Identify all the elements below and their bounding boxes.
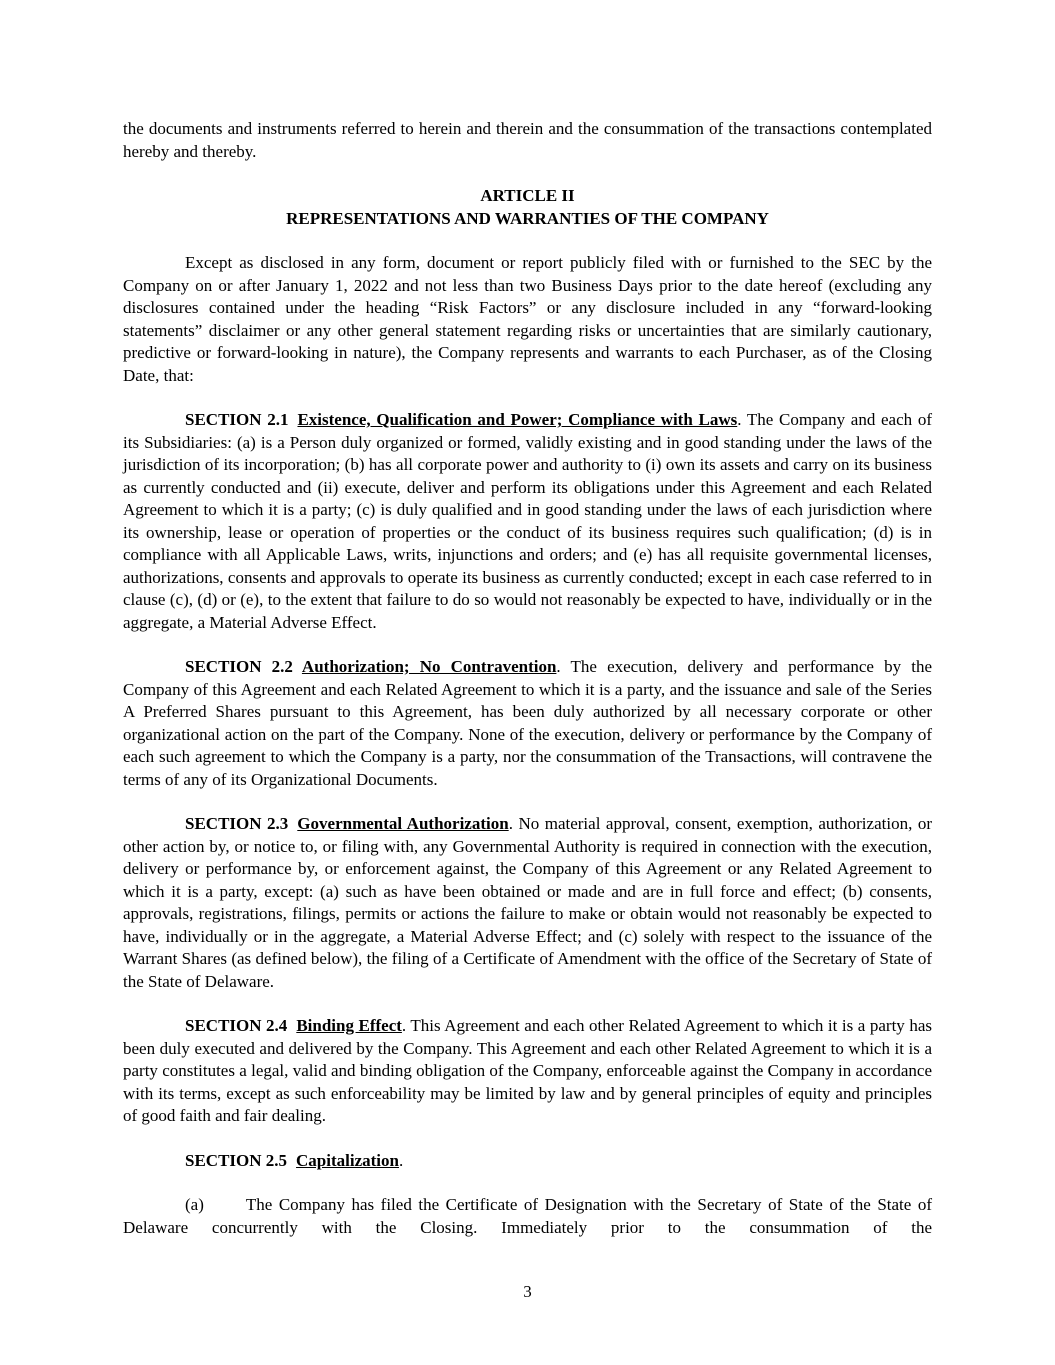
- section-label: SECTION 2.1: [185, 410, 289, 429]
- section-label: SECTION 2.3: [185, 814, 289, 833]
- section-body: . No material approval, consent, exemption, authorization, or other action by, or notice to, or filing with, any Governmental Authority is required in connection with the execution, delivery or performance by, or enforcement against, the Company of this Agreement or any Related Agreement to which it is a party, except: (a) such as have been obtained or made and are in full force and effect; (b) consents, approvals, registrations, filings, permits or actions the failure to make or obtain would not reasonably be expected to have, individually or in the aggregate, a Material Adverse Effect; and (c) solely with respect to the issuance of the Warrant Shares (as defined below), the filing of a Certificate of Amendment with the office of the Secretary of State of the State of Delaware.: [123, 814, 932, 991]
- subsection-label: (a): [185, 1195, 204, 1214]
- section-paragraph-2-3: [123, 813, 932, 993]
- section-title: Governmental Authorization: [297, 814, 509, 833]
- subsection-body: The Company has filed the Certificate of Designation with the Secretary of State of the State of Delaware concurrently with the Closing. Immediately prior to the consummation of the: [123, 1195, 932, 1237]
- section-paragraph-2-4: [123, 1015, 932, 1128]
- subsection-a-paragraph: [123, 1194, 932, 1239]
- section-body: . The Company and each of its Subsidiaries: (a) is a Person duly organized or formed, validly existing and in good standing under the laws of the jurisdiction of its incorporation; (b) has all corporate power and authority to (i) own its assets and carry on its business as currently conducted and (ii) execute, deliver and perform its obligations under this Agreement and each Related Agreement to which it is a party; (c) is duly qualified and in good standing under the laws of each jurisdiction where its ownership, lease or operation of properties or the conduct of its business requires such qualification; (d) is in compliance with all Applicable Laws, writs, injunctions and orders; and (e) has all requisite governmental licenses, authorizations, consents and approvals to operate its business as currently conducted; except in each case referred to in clause (c), (d) or (e), to the extent that failure to do so would not reasonably be expected to have, individually or in the aggregate, a Material Adverse Effect.: [123, 410, 932, 632]
- article-number-line: ARTICLE II: [480, 186, 575, 205]
- section-paragraph-2-2: [123, 656, 932, 791]
- section-paragraph-2-5: [123, 1150, 932, 1173]
- section-label: SECTION 2.5: [185, 1150, 288, 1170]
- section-label: SECTION 2.4: [185, 1016, 288, 1035]
- intro-paragraph: Except as disclosed in any form, document or report publicly filed with or furnished to the SEC by the Company on or after January 1, 2022 and not less than two Business Days prior to the date hereof (excluding any disclosures contained under the heading “Risk Factors” or any disclosure included in any “forward-looking statements” disclaimer or any other general statement regarding risks or uncertainties that are similarly cautionary, predictive or forward-looking in nature), the Company represents and warrants to each Purchaser, as of the Closing Date, that:: [123, 253, 932, 385]
- section-body: . The execution, delivery and performance by the Company of this Agreement and each Related Agreement to which it is a party, and the issuance and sale of the Series A Preferred Shares pursuant to this Agreement, has been duly authorized by all necessary corporate or other organizational action on the part of the Company. None of the execution, delivery or performance by the Company of each such agreement to which the Company is a party, nor the consummation of the Transactions, will contravene the terms of any of its Organizational Documents.: [123, 657, 933, 789]
- section-title: Binding Effect: [296, 1016, 402, 1035]
- section-body: .: [398, 1150, 404, 1170]
- page-number: 3: [523, 1281, 532, 1301]
- section-title: Authorization; No Contravention: [301, 657, 557, 676]
- continuation-paragraph: the documents and instruments referred to herein and therein and the consummation of the transactions contemplated hereby and thereby.: [123, 119, 932, 161]
- article-title-line: REPRESENTATIONS AND WARRANTIES OF THE COMPANY: [286, 208, 769, 228]
- section-label: SECTION 2.2: [185, 657, 293, 676]
- section-title: Existence, Qualification and Power; Compliance with Laws: [297, 410, 738, 429]
- section-paragraph-2-1: [123, 409, 932, 634]
- article-heading: [123, 185, 932, 230]
- section-body: . This Agreement and each other Related Agreement to which it is a party has been duly executed and delivered by the Company. This Agreement and each other Related Agreement to which it is a party constitutes a legal, valid and binding obligation of the Company, enforceable against the Company in accordance with its terms, except as such enforceability may be limited by law and by general principles of equity and principles of good faith and fair dealing.: [123, 1016, 932, 1125]
- section-title: Capitalization: [296, 1150, 399, 1170]
